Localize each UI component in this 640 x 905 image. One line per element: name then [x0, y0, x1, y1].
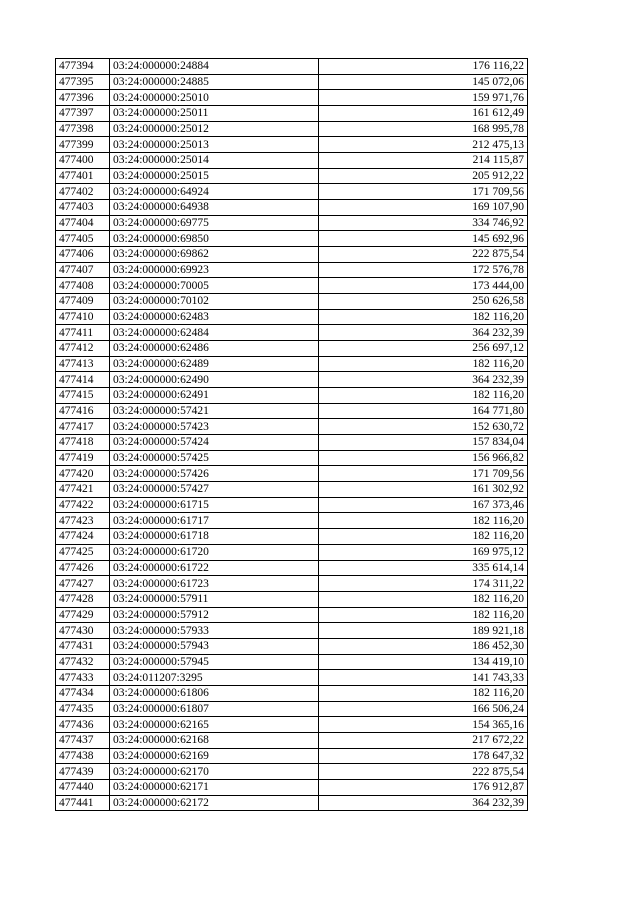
- cadastral-value-cell: 182 116,20: [319, 607, 528, 623]
- table-row: [56, 137, 528, 153]
- cadastral-value-cell: 164 771,80: [319, 403, 528, 419]
- row-number-cell: 477424: [56, 529, 110, 545]
- row-number-cell: 477433: [56, 670, 110, 686]
- cadastral-value-cell: 166 506,24: [319, 701, 528, 717]
- cadastral-value-cell: 156 966,82: [319, 450, 528, 466]
- cadastral-number-cell: 03:24:000000:25011: [110, 106, 319, 122]
- row-number-cell: 477419: [56, 450, 110, 466]
- cadastral-number-cell: 03:24:000000:64938: [110, 200, 319, 216]
- table-row: [56, 450, 528, 466]
- cadastral-value-cell: 222 875,54: [319, 247, 528, 263]
- table-row: [56, 560, 528, 576]
- cadastral-number-cell: 03:24:000000:25015: [110, 168, 319, 184]
- table-row: [56, 638, 528, 654]
- table-row: [56, 341, 528, 357]
- cadastral-number-cell: 03:24:000000:61715: [110, 497, 319, 513]
- cadastral-number-cell: 03:24:000000:61806: [110, 685, 319, 701]
- cadastral-value-cell: 217 672,22: [319, 732, 528, 748]
- cadastral-value-cell: 364 232,39: [319, 325, 528, 341]
- cadastral-number-cell: 03:24:000000:62169: [110, 748, 319, 764]
- row-number-cell: 477421: [56, 482, 110, 498]
- row-number-cell: 477415: [56, 388, 110, 404]
- table-row: [56, 576, 528, 592]
- table-row: [56, 372, 528, 388]
- cadastral-value-cell: 182 116,20: [319, 591, 528, 607]
- row-number-cell: 477403: [56, 200, 110, 216]
- table-row: [56, 294, 528, 310]
- table-row: [56, 466, 528, 482]
- row-number-cell: 477412: [56, 341, 110, 357]
- table-row: [56, 670, 528, 686]
- cadastral-value-cell: 182 116,20: [319, 529, 528, 545]
- row-number-cell: 477439: [56, 764, 110, 780]
- row-number-cell: 477432: [56, 654, 110, 670]
- table-row: [56, 497, 528, 513]
- table-row: [56, 701, 528, 717]
- table-row: [56, 278, 528, 294]
- table-row: [56, 732, 528, 748]
- row-number-cell: 477430: [56, 623, 110, 639]
- cadastral-number-cell: 03:24:000000:61807: [110, 701, 319, 717]
- row-number-cell: 477413: [56, 356, 110, 372]
- cadastral-number-cell: 03:24:000000:62489: [110, 356, 319, 372]
- table-row: [56, 106, 528, 122]
- row-number-cell: 477418: [56, 435, 110, 451]
- table-row: [56, 544, 528, 560]
- cadastral-number-cell: 03:24:000000:57421: [110, 403, 319, 419]
- cadastral-number-cell: 03:24:000000:62165: [110, 717, 319, 733]
- cadastral-value-cell: 141 743,33: [319, 670, 528, 686]
- cadastral-value-cell: 168 995,78: [319, 121, 528, 137]
- cadastral-value-cell: 178 647,32: [319, 748, 528, 764]
- row-number-cell: 477401: [56, 168, 110, 184]
- row-number-cell: 477414: [56, 372, 110, 388]
- row-number-cell: 477441: [56, 795, 110, 811]
- table-row: [56, 654, 528, 670]
- row-number-cell: 477408: [56, 278, 110, 294]
- table-row: [56, 717, 528, 733]
- cadastral-number-cell: 03:24:000000:61720: [110, 544, 319, 560]
- table-row: [56, 779, 528, 795]
- cadastral-value-cell: 182 116,20: [319, 513, 528, 529]
- cadastral-number-cell: 03:24:000000:57425: [110, 450, 319, 466]
- cadastral-value-cell: 186 452,30: [319, 638, 528, 654]
- cadastral-number-cell: 03:24:000000:69923: [110, 262, 319, 278]
- cadastral-number-cell: 03:24:000000:57912: [110, 607, 319, 623]
- row-number-cell: 477397: [56, 106, 110, 122]
- cadastral-number-cell: 03:24:000000:62486: [110, 341, 319, 357]
- table-row: [56, 419, 528, 435]
- cadastral-value-cell: 167 373,46: [319, 497, 528, 513]
- cadastral-number-cell: 03:24:000000:70005: [110, 278, 319, 294]
- table-row: [56, 482, 528, 498]
- cadastral-number-cell: 03:24:000000:62170: [110, 764, 319, 780]
- row-number-cell: 477438: [56, 748, 110, 764]
- table-row: [56, 247, 528, 263]
- table-row: [56, 231, 528, 247]
- cadastral-value-cell: 161 302,92: [319, 482, 528, 498]
- row-number-cell: 477409: [56, 294, 110, 310]
- row-number-cell: 477406: [56, 247, 110, 263]
- cadastral-value-cell: 250 626,58: [319, 294, 528, 310]
- cadastral-value-cell: 171 709,56: [319, 466, 528, 482]
- table-row: [56, 623, 528, 639]
- table-row: [56, 529, 528, 545]
- cadastral-number-cell: 03:24:000000:62483: [110, 309, 319, 325]
- cadastral-value-cell: 171 709,56: [319, 184, 528, 200]
- row-number-cell: 477429: [56, 607, 110, 623]
- cadastral-number-cell: 03:24:000000:57911: [110, 591, 319, 607]
- table-row: [56, 356, 528, 372]
- row-number-cell: 477399: [56, 137, 110, 153]
- row-number-cell: 477396: [56, 90, 110, 106]
- row-number-cell: 477426: [56, 560, 110, 576]
- cadastral-number-cell: 03:24:000000:57945: [110, 654, 319, 670]
- table-row: [56, 168, 528, 184]
- row-number-cell: 477437: [56, 732, 110, 748]
- row-number-cell: 477427: [56, 576, 110, 592]
- cadastral-number-cell: 03:24:000000:25013: [110, 137, 319, 153]
- table-row: [56, 90, 528, 106]
- row-number-cell: 477405: [56, 231, 110, 247]
- cadastral-value-cell: 173 444,00: [319, 278, 528, 294]
- table-row: [56, 153, 528, 169]
- table-row: [56, 74, 528, 90]
- table-row: [56, 795, 528, 811]
- cadastral-value-cell: 334 746,92: [319, 215, 528, 231]
- row-number-cell: 477422: [56, 497, 110, 513]
- table-row: [56, 513, 528, 529]
- cadastral-number-cell: 03:24:000000:57423: [110, 419, 319, 435]
- cadastral-number-cell: 03:24:000000:69775: [110, 215, 319, 231]
- cadastral-value-cell: 256 697,12: [319, 341, 528, 357]
- table-row: [56, 59, 528, 75]
- cadastral-number-cell: 03:24:000000:61722: [110, 560, 319, 576]
- table-row: [56, 121, 528, 137]
- cadastral-value-cell: 335 614,14: [319, 560, 528, 576]
- cadastral-number-cell: 03:24:000000:62490: [110, 372, 319, 388]
- cadastral-number-cell: 03:24:000000:24885: [110, 74, 319, 90]
- table-row: [56, 591, 528, 607]
- cadastral-number-cell: 03:24:000000:69850: [110, 231, 319, 247]
- cadastral-value-cell: 205 912,22: [319, 168, 528, 184]
- table-row: [56, 607, 528, 623]
- cadastral-value-cell: 145 692,96: [319, 231, 528, 247]
- cadastral-number-cell: 03:24:000000:62491: [110, 388, 319, 404]
- cadastral-value-cell: 364 232,39: [319, 372, 528, 388]
- row-number-cell: 477404: [56, 215, 110, 231]
- row-number-cell: 477428: [56, 591, 110, 607]
- cadastral-value-cell: 176 912,87: [319, 779, 528, 795]
- table-row: [56, 748, 528, 764]
- cadastral-value-cell: 159 971,76: [319, 90, 528, 106]
- cadastral-value-cell: 174 311,22: [319, 576, 528, 592]
- cadastral-number-cell: 03:24:000000:64924: [110, 184, 319, 200]
- row-number-cell: 477420: [56, 466, 110, 482]
- cadastral-value-cell: 152 630,72: [319, 419, 528, 435]
- row-number-cell: 477425: [56, 544, 110, 560]
- cadastral-value-cell: 182 116,20: [319, 356, 528, 372]
- cadastral-value-table: [55, 58, 528, 811]
- row-number-cell: 477400: [56, 153, 110, 169]
- table-row: [56, 200, 528, 216]
- row-number-cell: 477395: [56, 74, 110, 90]
- cadastral-value-cell: 157 834,04: [319, 435, 528, 451]
- table-row: [56, 262, 528, 278]
- cadastral-value-cell: 176 116,22: [319, 59, 528, 75]
- cadastral-number-cell: 03:24:000000:57943: [110, 638, 319, 654]
- cadastral-number-cell: 03:24:000000:62172: [110, 795, 319, 811]
- row-number-cell: 477440: [56, 779, 110, 795]
- row-number-cell: 477423: [56, 513, 110, 529]
- cadastral-number-cell: 03:24:000000:62171: [110, 779, 319, 795]
- cadastral-number-cell: 03:24:000000:62168: [110, 732, 319, 748]
- cadastral-number-cell: 03:24:000000:57424: [110, 435, 319, 451]
- cadastral-number-cell: 03:24:000000:24884: [110, 59, 319, 75]
- cadastral-value-cell: 212 475,13: [319, 137, 528, 153]
- row-number-cell: 477431: [56, 638, 110, 654]
- cadastral-number-cell: 03:24:000000:57933: [110, 623, 319, 639]
- table-row: [56, 325, 528, 341]
- row-number-cell: 477436: [56, 717, 110, 733]
- table-row: [56, 215, 528, 231]
- cadastral-number-cell: 03:24:000000:69862: [110, 247, 319, 263]
- cadastral-number-cell: 03:24:000000:62484: [110, 325, 319, 341]
- cadastral-number-cell: 03:24:000000:25014: [110, 153, 319, 169]
- row-number-cell: 477435: [56, 701, 110, 717]
- cadastral-number-cell: 03:24:000000:57426: [110, 466, 319, 482]
- row-number-cell: 477398: [56, 121, 110, 137]
- table-row: [56, 764, 528, 780]
- cadastral-number-cell: 03:24:000000:61723: [110, 576, 319, 592]
- cadastral-value-cell: 214 115,87: [319, 153, 528, 169]
- cadastral-number-cell: 03:24:011207:3295: [110, 670, 319, 686]
- row-number-cell: 477410: [56, 309, 110, 325]
- cadastral-value-cell: 161 612,49: [319, 106, 528, 122]
- cadastral-number-cell: 03:24:000000:61718: [110, 529, 319, 545]
- row-number-cell: 477417: [56, 419, 110, 435]
- cadastral-number-cell: 03:24:000000:25012: [110, 121, 319, 137]
- row-number-cell: 477407: [56, 262, 110, 278]
- cadastral-value-cell: 172 576,78: [319, 262, 528, 278]
- row-number-cell: 477394: [56, 59, 110, 75]
- cadastral-value-cell: 222 875,54: [319, 764, 528, 780]
- row-number-cell: 477402: [56, 184, 110, 200]
- table-body: [56, 59, 528, 811]
- table-row: [56, 435, 528, 451]
- cadastral-number-cell: 03:24:000000:25010: [110, 90, 319, 106]
- table-row: [56, 388, 528, 404]
- cadastral-value-cell: 169 975,12: [319, 544, 528, 560]
- cadastral-value-cell: 182 116,20: [319, 309, 528, 325]
- cadastral-number-cell: 03:24:000000:70102: [110, 294, 319, 310]
- table-row: [56, 685, 528, 701]
- cadastral-value-cell: 182 116,20: [319, 388, 528, 404]
- table-row: [56, 184, 528, 200]
- table-row: [56, 403, 528, 419]
- row-number-cell: 477434: [56, 685, 110, 701]
- cadastral-value-cell: 169 107,90: [319, 200, 528, 216]
- cadastral-value-cell: 189 921,18: [319, 623, 528, 639]
- cadastral-value-cell: 134 419,10: [319, 654, 528, 670]
- cadastral-value-cell: 182 116,20: [319, 685, 528, 701]
- cadastral-value-cell: 154 365,16: [319, 717, 528, 733]
- cadastral-number-cell: 03:24:000000:61717: [110, 513, 319, 529]
- row-number-cell: 477411: [56, 325, 110, 341]
- cadastral-number-cell: 03:24:000000:57427: [110, 482, 319, 498]
- cadastral-value-cell: 145 072,06: [319, 74, 528, 90]
- row-number-cell: 477416: [56, 403, 110, 419]
- cadastral-value-cell: 364 232,39: [319, 795, 528, 811]
- table-row: [56, 309, 528, 325]
